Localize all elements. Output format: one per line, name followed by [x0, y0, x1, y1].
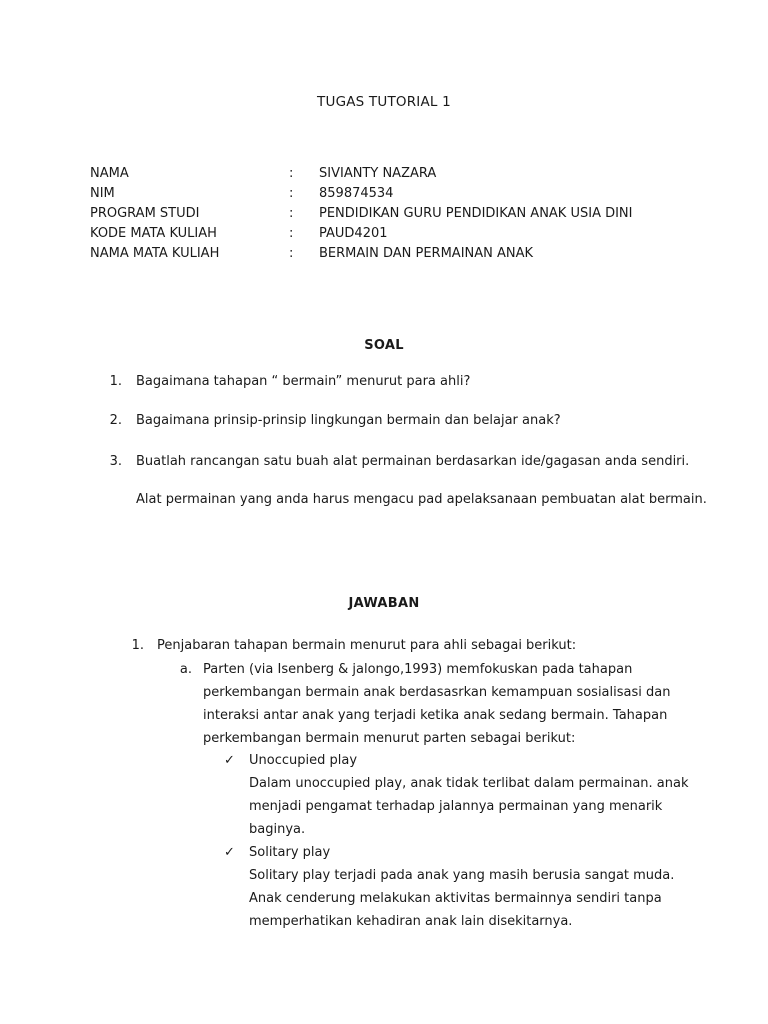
info-value-kode-mata-kuliah: PAUD4201: [319, 226, 388, 241]
bullet-line: memperhatikan kehadiran anak lain disekitarnya.: [249, 914, 573, 929]
info-label-nama: NAMA: [90, 166, 129, 181]
bullet-line: baginya.: [249, 822, 306, 837]
info-label-nama-mata-kuliah: NAMA MATA KULIAH: [90, 246, 220, 261]
soal-number: 3.: [109, 454, 122, 469]
info-value-nama-mata-kuliah: BERMAIN DAN PERMAINAN ANAK: [319, 246, 534, 261]
answer-sub-line: Parten (via Isenberg & jalongo,1993) memfokuskan pada tahapan: [203, 662, 633, 677]
info-label-kode-mata-kuliah: KODE MATA KULIAH: [90, 226, 217, 241]
soal-question: Bagaimana prinsip-prinsip lingkungan bermain dan belajar anak?: [136, 413, 561, 428]
info-value-nim: 859874534: [319, 186, 394, 201]
info-colon: :: [289, 246, 294, 261]
bullet-line: Solitary play terjadi pada anak yang masih berusia sangat muda.: [249, 868, 675, 883]
soal-question: Buatlah rancangan satu buah alat permainan berdasarkan ide/gagasan anda sendiri.: [136, 454, 690, 469]
answer-text: Penjabaran tahapan bermain menurut para ahli sebagai berikut:: [157, 638, 577, 653]
answer-sub-letter: a.: [179, 662, 192, 677]
soal-heading: SOAL: [364, 338, 404, 353]
answer-sub-line: interaksi antar anak yang terjadi ketika anak sedang bermain. Tahapan: [203, 708, 668, 723]
checkmark-icon: ✓: [224, 753, 235, 768]
info-value-nama: SIVIANTY NAZARA: [319, 166, 437, 181]
info-colon: :: [289, 166, 294, 181]
bullet-line: Anak cenderung melakukan aktivitas bermainnya sendiri tanpa: [249, 891, 662, 906]
bullet-title: Solitary play: [249, 845, 331, 860]
info-colon: :: [289, 186, 294, 201]
jawaban-heading: JAWABAN: [348, 596, 420, 611]
soal-number: 2.: [109, 413, 122, 428]
info-colon: :: [289, 226, 294, 241]
bullet-line: Dalam unoccupied play, anak tidak terlibat dalam permainan. anak: [249, 776, 689, 791]
document-title: TUGAS TUTORIAL 1: [317, 94, 451, 110]
soal-question: Bagaimana tahapan “ bermain” menurut para ahli?: [136, 374, 471, 389]
bullet-title: Unoccupied play: [249, 753, 358, 768]
answer-sub-line: perkembangan bermain anak berdasasrkan kemampuan sosialisasi dan: [203, 685, 671, 700]
info-value-program-studi: PENDIDIKAN GURU PENDIDIKAN ANAK USIA DINI: [319, 206, 633, 221]
checkmark-icon: ✓: [224, 845, 235, 860]
soal-note: Alat permainan yang anda harus mengacu pad apelaksanaan pembuatan alat bermain.: [136, 492, 707, 507]
answer-sub-line: perkembangan bermain menurut parten sebagai berikut:: [203, 731, 576, 746]
info-label-nim: NIM: [90, 186, 115, 201]
info-colon: :: [289, 206, 294, 221]
soal-number: 1.: [109, 374, 122, 389]
bullet-line: menjadi pengamat terhadap jalannya permainan yang menarik: [249, 799, 663, 814]
info-label-program-studi: PROGRAM STUDI: [90, 206, 200, 221]
answer-number: 1.: [131, 638, 144, 653]
